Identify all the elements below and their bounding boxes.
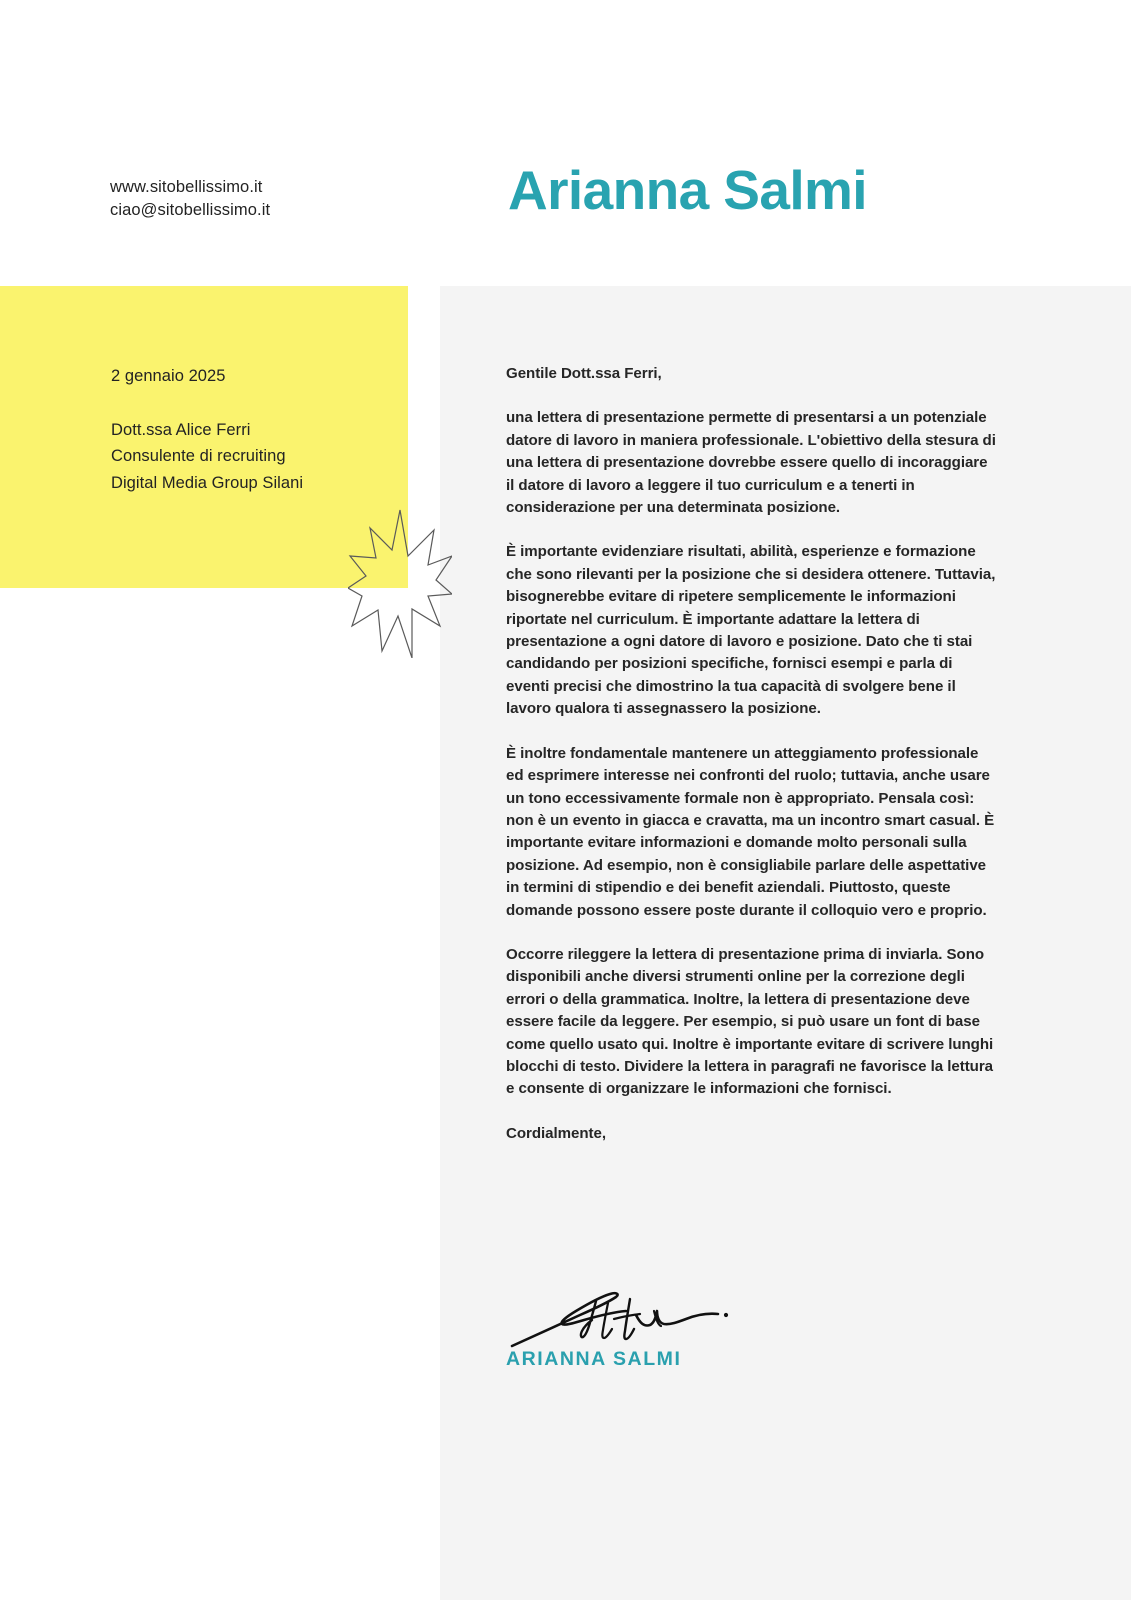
letter-closing: Cordialmente, (506, 1124, 606, 1142)
letter-paragraph-1: una lettera di presentazione permette di presentarsi a un potenziale datore di lavoro in maniera professionale. L'obiettivo della stesura di una lettera di presentazione dovrebbe essere quello di incoraggiare il datore di lavoro a leggere il tuo curriculum e a tenerti in considerazione per una determinata posizione. (506, 409, 996, 517)
page-title: Arianna Salmi (508, 159, 867, 221)
letter-date: 2 gennaio 2025 (111, 367, 226, 385)
letter-body (506, 363, 998, 1145)
letter-salutation: Gentile Dott.ssa Ferri, (506, 365, 662, 382)
recipient-block (111, 363, 303, 496)
starburst-icon (348, 508, 452, 658)
contact-block (110, 176, 270, 222)
recipient-name: Dott.ssa Alice Ferri (111, 420, 251, 439)
letter-paragraph-3: È inoltre fondamentale mantenere un atteggiamento professionale ed esprimere interesse nei confronti del ruolo; tuttavia, anche usare un tono eccessivamente formale non è appropriato. Pensala così: non è un evento in giacca e cravatta, ma un incontro smart casual. È importante evitare informazioni e domande molto personali sulla posizione. Ad esempio, non è consigliabile parlare delle aspettative in termini di stipendio e dei benefit aziendali. Piuttosto, queste domande possono essere poste durante il colloquio vero e proprio. (506, 744, 995, 919)
letter-paragraph-4: Occorre rileggere la lettera di presentazione prima di inviarla. Sono disponibili anche diversi strumenti online per la correzione degli errori o della grammatica. Inoltre, la lettera di presentazione deve essere facile da leggere. Per esempio, si può usare un font di base come quello usato qui. Inoltre è importante evitare di scrivere lunghi blocchi di testo. Dividere la lettera in paragrafi ne favorisce la lettura e consente di organizzare le informazioni che fornisci. (506, 945, 994, 1098)
letter-paragraph-2: È importante evidenziare risultati, abilità, esperienze e formazione che sono rilevanti per la posizione che si desidera ottenere. Tuttavia, bisognerebbe evitare di ripetere semplicemente le informazioni riportate nel curriculum. È importante adattare la lettera di presentazione a ogni datore di lavoro e posizione. Dato che ti stai candidando per posizioni specifiche, fornisci esempi e parla di eventi precisi che dimostrino la tua capacità di svolgere bene il lavoro qualora ti assegnassero la posizione. (506, 543, 996, 718)
website-text: www.sitobellissimo.it (110, 178, 263, 196)
recipient-company: Digital Media Group Silani (111, 473, 304, 492)
recipient-role: Consulente di recruiting (111, 447, 286, 465)
signature-printed-name: ARIANNA SALMI (506, 1348, 682, 1370)
signature-icon (504, 1283, 734, 1355)
email-text: ciao@sitobellissimo.it (110, 201, 271, 219)
